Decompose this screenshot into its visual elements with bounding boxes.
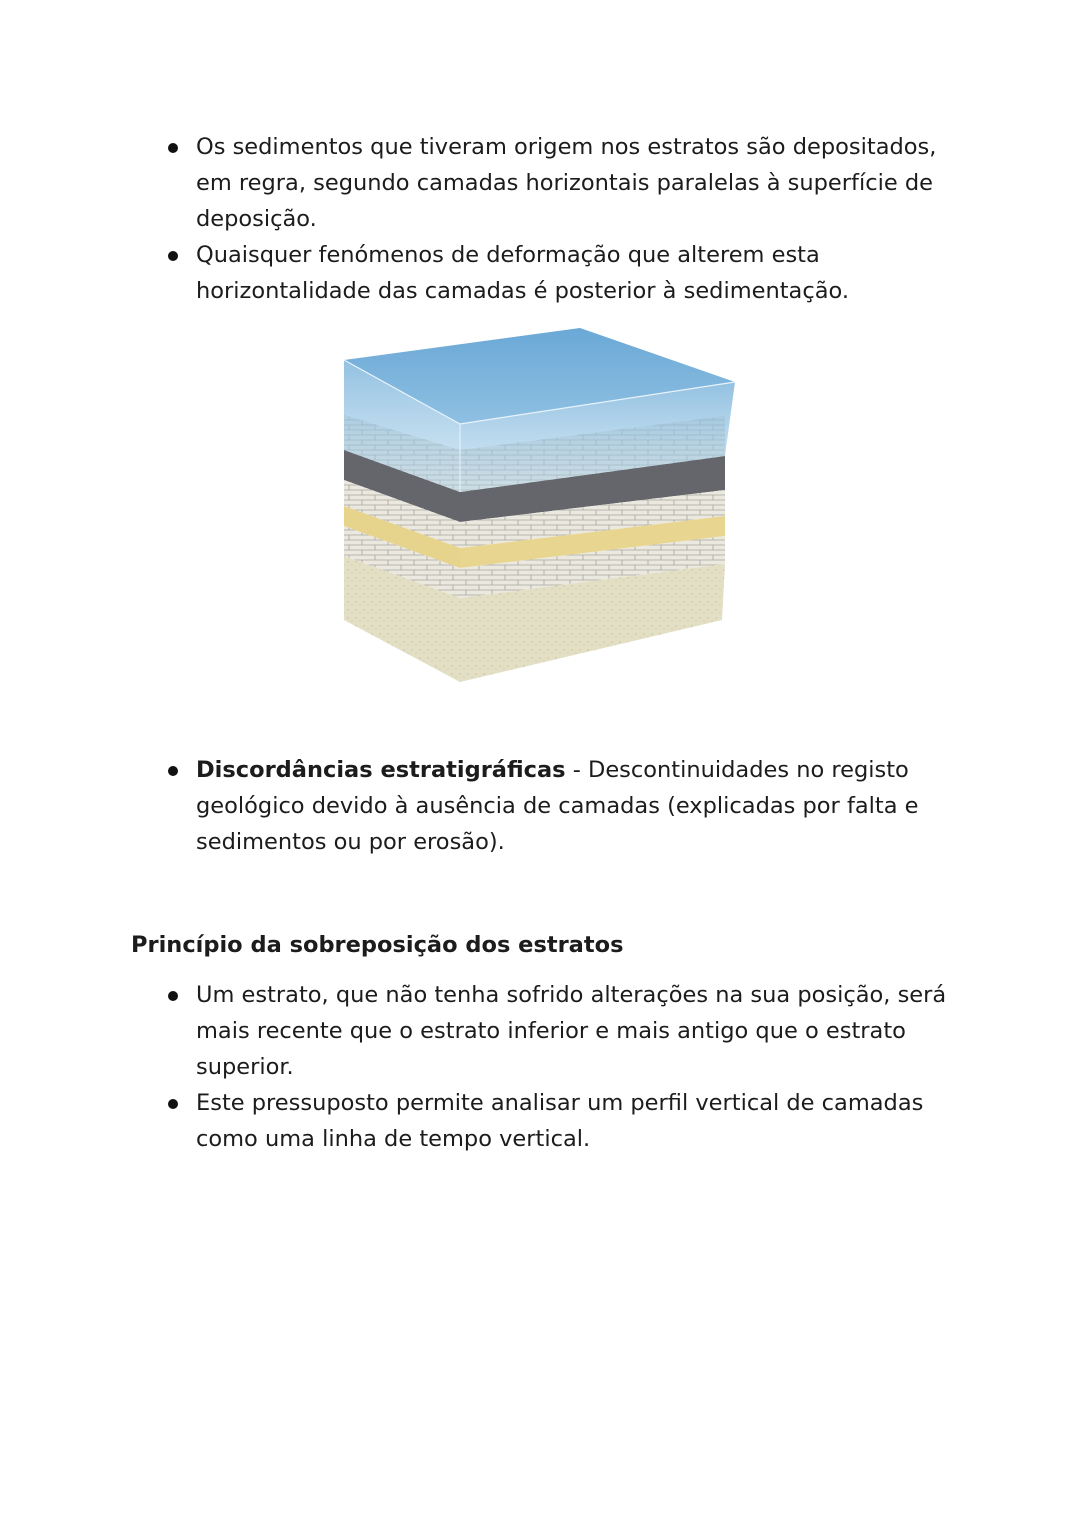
list-item	[168, 752, 958, 860]
list-item	[168, 129, 958, 237]
section-heading: Princípio da sobreposição dos estratos	[131, 932, 624, 958]
bullet-list-horizontality	[168, 129, 958, 309]
bullet-icon	[168, 251, 178, 261]
bullet-list-unconformities	[168, 752, 958, 860]
list-item-text: Este pressuposto permite analisar um perfil vertical de camadas como uma linha de tempo vertical.	[196, 1090, 924, 1152]
bullet-icon	[168, 143, 178, 153]
list-item-text: Um estrato, que não tenha sofrido alterações na sua posição, será mais recente que o estrato inferior e mais antigo que o estrato superior.	[196, 982, 947, 1080]
bullet-icon	[168, 766, 178, 776]
list-item-text: Os sedimentos que tiveram origem nos estratos são depositados, em regra, segundo camadas horizontais paralelas à superfície de deposição.	[196, 134, 937, 232]
list-item	[168, 977, 958, 1085]
list-item	[168, 237, 958, 309]
strata-block-illustration	[330, 320, 750, 700]
bullet-icon	[168, 991, 178, 1001]
term-label: Discordâncias estratigráficas	[196, 757, 566, 783]
list-item	[168, 1085, 958, 1157]
bullet-list-superposition	[168, 977, 958, 1157]
list-item-text: Quaisquer fenómenos de deformação que alterem esta horizontalidade das camadas é posterior à sedimentação.	[196, 242, 850, 304]
bullet-icon	[168, 1099, 178, 1109]
term-definition: - Descontinuidades no registo geológico devido à ausência de camadas (explicadas por falta e sedimentos ou por erosão).	[196, 757, 919, 855]
